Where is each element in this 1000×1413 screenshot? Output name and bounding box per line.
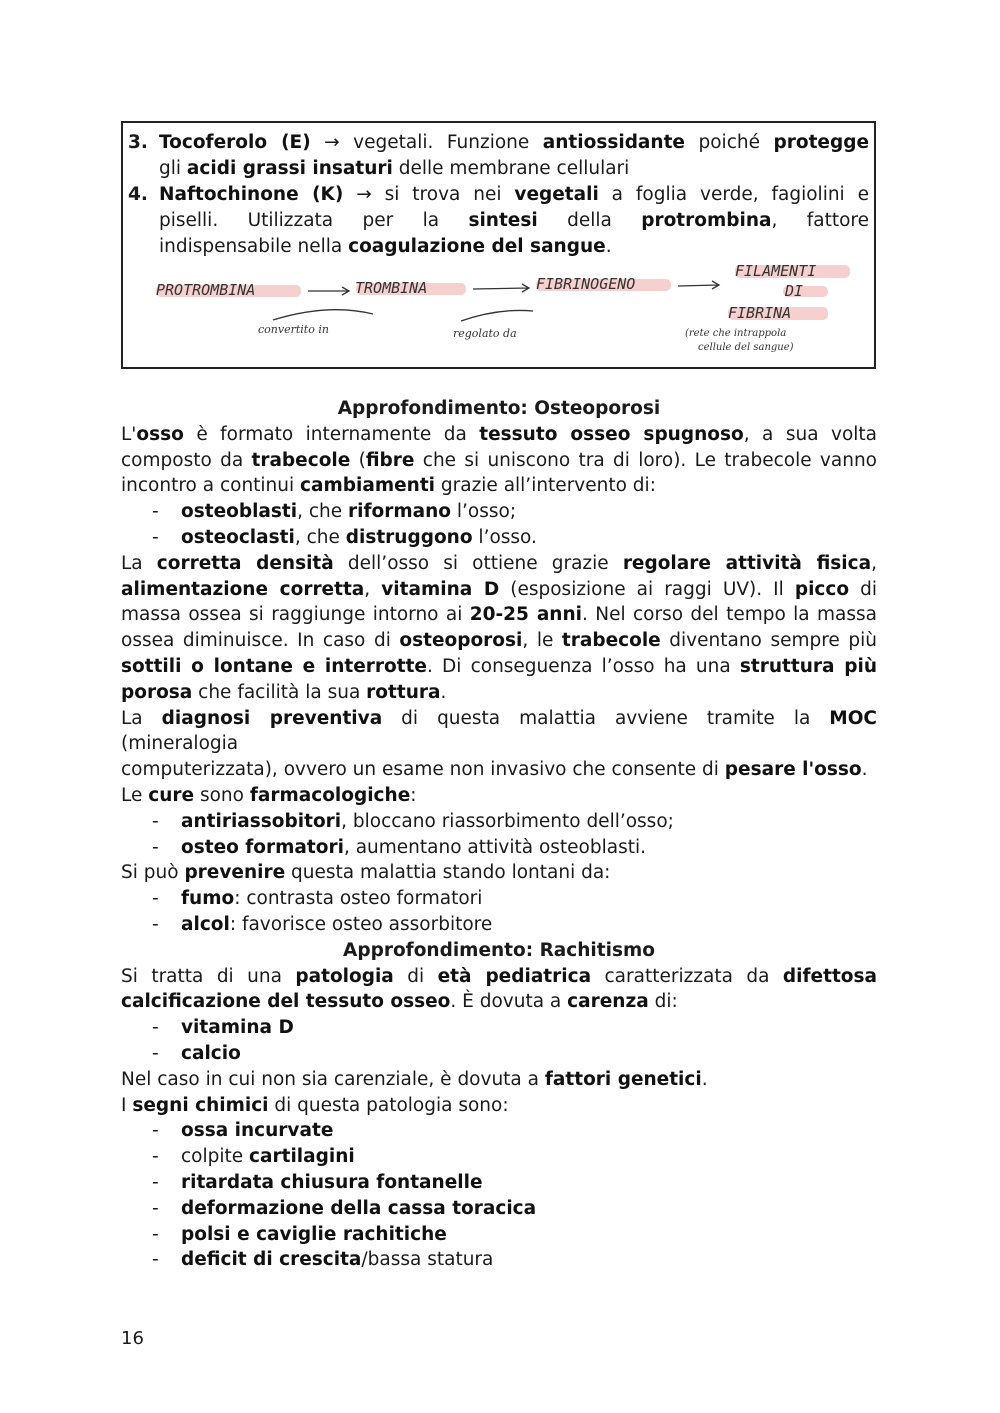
bold-text: alimentazione corretta bbox=[121, 578, 365, 600]
text-run: caratterizzata da bbox=[591, 965, 783, 987]
bold-text: sintesi bbox=[468, 210, 538, 231]
text-run: che si uniscono tra di loro). Le trabecole vanno bbox=[414, 449, 877, 471]
bold-text: 20-25 anni bbox=[469, 604, 582, 626]
bullet-dash: - bbox=[152, 1171, 159, 1193]
bold-text: protrombina bbox=[641, 210, 772, 231]
bold-text: rottura bbox=[366, 681, 441, 703]
section-heading: Approfondimento: Rachitismo bbox=[343, 939, 655, 961]
bold-text: segni chimici bbox=[132, 1094, 269, 1116]
paragraph-line bbox=[121, 602, 877, 628]
text-run: composto da bbox=[121, 449, 252, 471]
text-run: ossea diminuisce. In caso di bbox=[121, 630, 400, 652]
paragraph-line bbox=[121, 964, 877, 990]
text-run: , che bbox=[297, 501, 349, 523]
list-item bbox=[121, 1118, 877, 1144]
bold-text: antiossidante bbox=[542, 132, 685, 153]
text-run: . bbox=[861, 759, 868, 781]
text-run: (esposizione ai raggi UV). Il bbox=[499, 578, 795, 600]
text-run: colpite bbox=[181, 1146, 250, 1168]
text-run: a foglia verde, fagiolini e bbox=[598, 184, 869, 205]
bold-text: trabecole bbox=[561, 630, 661, 652]
text-run: massa ossea si raggiunge intorno ai bbox=[121, 604, 470, 626]
item-number: 3. bbox=[128, 132, 148, 153]
hw-protrombina: PROTROMBINA bbox=[156, 281, 256, 299]
hw-di: DI bbox=[785, 282, 804, 300]
bold-text: struttura più bbox=[739, 655, 877, 677]
text-run: di bbox=[393, 965, 438, 987]
paragraph-line bbox=[121, 577, 877, 603]
text-run: , bbox=[364, 578, 382, 600]
text-run: piselli. Utilizzata per la bbox=[159, 210, 469, 231]
bullet-dash: - bbox=[152, 913, 159, 935]
bold-text: calcio bbox=[181, 1042, 241, 1064]
vitamin-box bbox=[121, 121, 876, 369]
bold-text: carenza bbox=[567, 991, 649, 1013]
bold-text: ossa incurvate bbox=[181, 1120, 334, 1142]
bold-text: regolare attività fisica bbox=[622, 552, 872, 574]
bold-text: riformano bbox=[348, 501, 452, 523]
list-item bbox=[121, 886, 877, 912]
text-run: di questa patologia sono: bbox=[268, 1094, 509, 1116]
bold-text: ritardata chiusura fontanelle bbox=[181, 1171, 483, 1193]
text-run: di: bbox=[648, 991, 678, 1013]
text-run: . bbox=[701, 1068, 708, 1090]
bold-text: sottili o lontane e interrotte bbox=[121, 655, 427, 677]
text-run: , bbox=[871, 552, 877, 574]
text-run: diventano sempre più bbox=[660, 630, 877, 652]
hw-note-cellule: cellule del sangue) bbox=[698, 342, 794, 353]
bold-text: Tocoferolo (E) bbox=[159, 132, 311, 153]
text-run: . bbox=[440, 681, 447, 703]
handwritten-diagram bbox=[123, 123, 878, 371]
text-run: questa malattia stando lontani da: bbox=[285, 862, 611, 884]
bold-text: polsi e caviglie rachitiche bbox=[181, 1223, 447, 1245]
bullet-dash: - bbox=[152, 1223, 159, 1245]
bold-text: deformazione della cassa toracica bbox=[181, 1197, 537, 1219]
paragraph-line bbox=[121, 654, 877, 680]
bold-text: età pediatrica bbox=[437, 965, 592, 987]
page-number: 16 bbox=[121, 1328, 144, 1349]
text-run: delle membrane cellulari bbox=[392, 158, 630, 179]
text-run: Nel caso in cui non sia carenziale, è dovuta a bbox=[121, 1068, 545, 1090]
text-run: . bbox=[605, 236, 612, 257]
text-run: che facilità la sua bbox=[192, 681, 367, 703]
list-item bbox=[121, 1247, 877, 1273]
text-run: La bbox=[121, 707, 162, 729]
bold-text: corretta densità bbox=[156, 552, 334, 574]
curve-1 bbox=[273, 310, 373, 320]
text-run: → vegetali. Funzione bbox=[310, 132, 543, 153]
text-run: di bbox=[849, 578, 877, 600]
arrow-1 bbox=[308, 287, 349, 295]
bold-text: difettosa bbox=[782, 965, 877, 987]
hw-fibrinogeno: FIBRINOGENO bbox=[536, 275, 636, 293]
text-run: : contrasta osteo formatori bbox=[234, 888, 483, 910]
bold-text: acidi grassi insaturi bbox=[186, 158, 393, 179]
list-item bbox=[121, 912, 877, 938]
bold-text: coagulazione del sangue bbox=[348, 236, 606, 257]
paragraph-line bbox=[121, 680, 877, 706]
bold-text: cartilagini bbox=[249, 1146, 355, 1168]
paragraph-line bbox=[121, 448, 877, 474]
bold-text: deficit di crescita bbox=[181, 1249, 362, 1271]
paragraph-line bbox=[121, 989, 877, 1015]
main-text bbox=[121, 396, 877, 1273]
list-item bbox=[121, 809, 877, 835]
text-run: → si trova nei bbox=[343, 184, 515, 205]
text-run: Si può bbox=[121, 862, 185, 884]
list-item bbox=[121, 1170, 877, 1196]
text-run: . Nel corso del tempo la massa bbox=[582, 604, 877, 626]
text-run: ( bbox=[350, 449, 366, 471]
list-item bbox=[121, 1015, 877, 1041]
list-item bbox=[121, 1196, 877, 1222]
bold-text: osteoclasti bbox=[181, 526, 295, 548]
bold-text: pesare l'osso bbox=[724, 759, 862, 781]
paragraph-line bbox=[121, 628, 877, 654]
text-run: Le bbox=[121, 784, 149, 806]
hw-note-regolato: regolato da bbox=[453, 327, 517, 340]
bullet-dash: - bbox=[152, 810, 159, 832]
bullet-dash: - bbox=[152, 1042, 159, 1064]
list-item bbox=[121, 1041, 877, 1067]
section-heading: Approfondimento: Osteoporosi bbox=[337, 398, 661, 419]
list-item bbox=[121, 835, 877, 861]
text-run: . Di conseguenza l’osso ha una bbox=[426, 655, 740, 677]
bold-text: fibre bbox=[365, 449, 415, 471]
hw-note-convertito: convertito in bbox=[258, 323, 329, 336]
text-run: poiché bbox=[684, 132, 774, 153]
text-run: di questa malattia avviene tramite la bbox=[382, 707, 830, 729]
bullet-dash: - bbox=[152, 888, 159, 910]
paragraph-line bbox=[121, 473, 877, 499]
text-run: : favorisce osteo assorbitore bbox=[229, 913, 493, 935]
bullet-dash: - bbox=[152, 1197, 159, 1219]
bold-text: prevenire bbox=[184, 862, 286, 884]
paragraph-line bbox=[121, 1067, 877, 1093]
text-run: , aumentano attività osteoblasti. bbox=[343, 836, 646, 858]
text-run: l’osso. bbox=[472, 526, 537, 548]
bold-text: alcol bbox=[181, 913, 230, 935]
text-run: , bloccano riassorbimento dell’osso; bbox=[341, 810, 674, 832]
item-number: 4. bbox=[128, 184, 148, 205]
text-run: , le bbox=[522, 630, 562, 652]
text-run: , fattore bbox=[771, 210, 869, 231]
list-item bbox=[121, 1144, 877, 1170]
paragraph-line bbox=[121, 551, 877, 577]
text-run: sono bbox=[194, 784, 250, 806]
bold-text: distruggono bbox=[345, 526, 473, 548]
bold-text: osteoblasti bbox=[181, 501, 298, 523]
bold-text: diagnosi preventiva bbox=[161, 707, 383, 729]
paragraph-line bbox=[121, 706, 877, 758]
curve-2 bbox=[461, 310, 533, 321]
bold-text: cure bbox=[148, 784, 195, 806]
bold-text: antiriassobitori bbox=[181, 810, 342, 832]
bold-text: osso bbox=[136, 423, 184, 445]
paragraph-line bbox=[121, 1093, 877, 1119]
bold-text: vitamina D bbox=[181, 1017, 294, 1039]
bold-text: MOC bbox=[829, 707, 878, 729]
text-run: computerizzata), ovvero un esame non invasivo che consente di bbox=[121, 759, 725, 781]
paragraph-line bbox=[121, 860, 877, 886]
list-item bbox=[121, 499, 877, 525]
arrow-3 bbox=[678, 281, 719, 289]
list-item bbox=[121, 1222, 877, 1248]
arrow-2 bbox=[473, 284, 529, 292]
bold-text: vegetali bbox=[514, 184, 599, 205]
bold-text: osteoporosi bbox=[399, 630, 523, 652]
bullet-dash: - bbox=[152, 501, 159, 523]
paragraph-line bbox=[121, 757, 877, 783]
bullet-dash: - bbox=[152, 1017, 159, 1039]
hw-filamenti: FILAMENTI bbox=[735, 262, 817, 280]
text-run: gli bbox=[159, 158, 187, 179]
text-run: . È dovuta a bbox=[450, 991, 568, 1013]
text-run: /bassa statura bbox=[361, 1249, 494, 1271]
bold-text: Naftochinone (K) bbox=[159, 184, 344, 205]
text-run: indispensabile nella bbox=[159, 236, 349, 257]
bold-text: osteo formatori bbox=[181, 836, 344, 858]
text-run: è formato internamente da bbox=[183, 423, 480, 445]
text-run: , a sua volta bbox=[743, 423, 877, 445]
bold-text: vitamina D bbox=[381, 578, 500, 600]
bold-text: calcificazione del tessuto osseo bbox=[121, 991, 451, 1013]
text-run: : bbox=[410, 784, 417, 806]
bold-text: patologia bbox=[295, 965, 394, 987]
bold-text: tessuto osseo spugnoso bbox=[479, 423, 744, 445]
bullet-dash: - bbox=[152, 1120, 159, 1142]
text-run: La bbox=[121, 552, 157, 574]
paragraph-line bbox=[121, 783, 877, 809]
text-run: , che bbox=[294, 526, 346, 548]
text-run: l’osso; bbox=[451, 501, 517, 523]
bullet-dash: - bbox=[152, 1146, 159, 1168]
paragraph-line bbox=[121, 422, 877, 448]
text-run: I bbox=[121, 1094, 133, 1116]
bold-text: fattori genetici bbox=[544, 1068, 702, 1090]
text-run: della bbox=[537, 210, 642, 231]
text-run: dell’osso si ottiene grazie bbox=[333, 552, 623, 574]
text-run: L' bbox=[121, 423, 137, 445]
bullet-dash: - bbox=[152, 526, 159, 548]
bold-text: porosa bbox=[121, 681, 193, 703]
text-run: incontro a continui bbox=[121, 475, 301, 497]
list-item bbox=[121, 525, 877, 551]
bold-text: protegge bbox=[773, 132, 869, 153]
bold-text: fumo bbox=[181, 888, 235, 910]
bullet-dash: - bbox=[152, 1249, 159, 1271]
bullet-dash: - bbox=[152, 836, 159, 858]
text-run: (mineralogia bbox=[121, 733, 239, 755]
text-run: Si tratta di una bbox=[121, 965, 296, 987]
bold-text: cambiamenti bbox=[300, 475, 436, 497]
hw-trombina: TROMBINA bbox=[355, 279, 428, 297]
bold-text: picco bbox=[794, 578, 850, 600]
text-run: grazie all’intervento di: bbox=[435, 475, 656, 497]
hw-note-rete: (rete che intrappola bbox=[685, 328, 787, 339]
bold-text: trabecole bbox=[251, 449, 351, 471]
hw-fibrina: FIBRINA bbox=[728, 304, 792, 322]
bold-text: farmacologiche bbox=[249, 784, 411, 806]
